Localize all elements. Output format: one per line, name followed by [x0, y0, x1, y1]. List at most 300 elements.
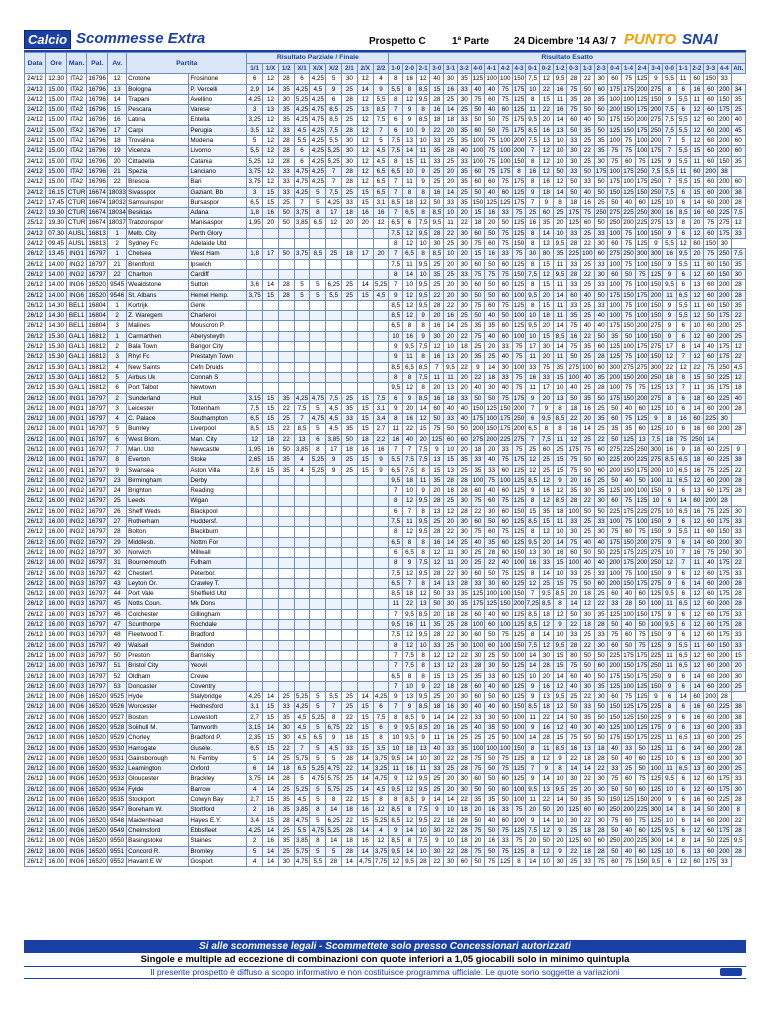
table-cell [357, 383, 373, 393]
table-cell [263, 671, 279, 681]
table-cell: 60 [498, 681, 512, 691]
table-cell [263, 352, 279, 362]
table-cell: 300 [650, 209, 662, 217]
table-cell [310, 383, 326, 393]
table-cell [342, 496, 358, 506]
table-cell: 22 [457, 218, 471, 228]
table-cell: 33 [731, 630, 745, 640]
home-team-cell: New Saints [127, 362, 189, 372]
table-cell: 7 [663, 136, 677, 146]
table-cell [278, 609, 294, 619]
table-cell: 200 [719, 816, 730, 824]
table-cell: 15.00 [46, 146, 67, 156]
table-cell: 75 [471, 331, 485, 341]
table-cell: 175 [513, 394, 525, 402]
table-cell: 8,5 [676, 208, 690, 218]
table-cell: 50 [485, 517, 499, 527]
table-cell: 60 [608, 414, 622, 424]
table-cell: 75 [512, 805, 526, 815]
table-cell [247, 331, 263, 341]
table-cell: 16804 [88, 301, 106, 309]
table-cell: 12 [403, 815, 417, 825]
home-team-cell: Port Talbot [127, 383, 189, 393]
table-cell: 9 [663, 94, 677, 104]
table-cell: 225 [623, 209, 634, 217]
table-cell [247, 537, 263, 547]
table-cell: 15 [108, 105, 127, 115]
col-pf-8: 2/2 [373, 64, 389, 74]
table-cell: 12 [731, 372, 745, 382]
table-cell: 12 [731, 342, 745, 352]
table-cell: 175 [636, 106, 648, 114]
table-cell: 15 [263, 743, 279, 753]
table-cell: 225 [705, 415, 716, 423]
table-cell: 40 [430, 743, 444, 753]
table-cell: 30 [278, 94, 294, 104]
table-cell: ING3 [67, 609, 87, 619]
table-cell [342, 352, 358, 362]
table-cell [357, 506, 373, 516]
table-cell: 150 [650, 332, 662, 340]
table-cell: 9 [326, 733, 342, 743]
table-cell: ING3 [67, 620, 87, 630]
table-cell: 26/12 [25, 362, 46, 372]
table-cell: 75 [485, 136, 499, 146]
table-cell: 25 [444, 156, 458, 166]
table-cell: 16.00 [46, 671, 67, 681]
table-cell: 8,5 [663, 455, 677, 465]
table-cell: 16 [539, 486, 553, 496]
table-cell: 5,5 [676, 259, 690, 269]
table-cell: 18 [444, 486, 458, 496]
table-cell: 150 [650, 229, 662, 237]
home-team-cell: Kortrijk [127, 300, 189, 310]
table-cell: 250 [636, 209, 648, 217]
away-team-cell: Aberystwyth [189, 331, 247, 341]
table-cell [342, 259, 358, 269]
table-cell: 14.00 [46, 280, 67, 290]
table-cell: 26/12 [25, 856, 46, 866]
table-cell [342, 609, 358, 619]
table-cell: 07.30 [46, 228, 67, 238]
table-cell: 100 [486, 415, 497, 423]
table-cell: 14 [539, 774, 553, 784]
table-cell: 225 [568, 250, 579, 258]
table-cell: 30 [457, 280, 471, 290]
table-cell: 125 [650, 785, 662, 793]
table-cell: 40 [622, 846, 636, 856]
table-cell: 33 [278, 125, 294, 135]
table-cell: 16797 [88, 621, 106, 629]
table-cell: 16 [539, 125, 553, 135]
table-cell: 22 [731, 352, 745, 362]
table-cell: 12 [539, 156, 553, 166]
home-team-cell: Scunthorpe [127, 620, 189, 630]
table-cell: 23 [108, 475, 127, 485]
table-cell: 09.45 [46, 239, 67, 249]
table-cell: 75 [635, 640, 649, 650]
snai-logo: SNAI [682, 31, 718, 48]
col-re-1: 2-0 [403, 64, 417, 74]
odds-table-body [25, 74, 746, 867]
table-row [25, 208, 746, 218]
table-cell: 33 [471, 578, 485, 588]
table-cell: 25 [457, 311, 471, 321]
table-cell: 50 [635, 620, 649, 630]
table-cell: 5,5 [326, 290, 342, 300]
table-cell [342, 342, 358, 352]
col-pf-7: 2/X [357, 64, 373, 74]
table-cell [310, 300, 326, 310]
table-cell: 16 [567, 424, 581, 434]
table-cell: 18 [108, 136, 127, 146]
table-cell: 33 [567, 136, 581, 146]
table-cell: 9 [526, 486, 540, 496]
table-cell: 60 [704, 84, 718, 94]
table-cell: 28 [457, 815, 471, 825]
table-cell [357, 527, 373, 537]
table-cell: 150 [513, 590, 525, 598]
table-cell: 28 [444, 146, 458, 156]
table-cell: 6,5 [310, 218, 326, 228]
table-cell: 175 [719, 569, 730, 577]
table-cell: 150 [513, 75, 525, 83]
table-row [25, 650, 746, 660]
table-cell: 20 [457, 352, 471, 362]
table-cell: 44 [108, 589, 127, 599]
table-cell: 6 [294, 74, 310, 84]
home-team-cell: Brescia [127, 177, 189, 187]
table-cell: 30 [457, 630, 471, 640]
table-cell: 22 [567, 620, 581, 630]
table-cell: 26/12 [25, 568, 46, 578]
table-cell [278, 311, 294, 321]
table-cell: 16797 [88, 415, 106, 423]
table-row [25, 269, 746, 279]
table-cell [373, 362, 389, 372]
table-cell: 100 [513, 312, 525, 320]
table-row [25, 609, 746, 619]
table-cell: 9 [539, 197, 553, 207]
table-cell: 9 [526, 393, 540, 403]
table-cell [278, 568, 294, 578]
table-cell: 20 [430, 609, 444, 619]
table-cell: 75 [635, 527, 649, 537]
table-cell [294, 475, 310, 485]
table-cell: 100 [500, 641, 511, 649]
table-cell: 60 [594, 578, 608, 588]
table-cell: 28 [430, 527, 444, 537]
table-cell: 13 [690, 764, 704, 774]
table-cell: ING6 [67, 856, 87, 866]
table-cell: 12 [690, 105, 704, 115]
table-cell: 9529 [108, 733, 127, 743]
table-cell: 16812 [88, 384, 106, 392]
table-cell: 22 [108, 269, 127, 279]
table-cell [247, 599, 263, 609]
table-cell: 60 [704, 795, 718, 805]
table-cell: 25 [342, 692, 358, 702]
table-cell: 200 [719, 538, 730, 546]
table-cell: 12 [690, 269, 704, 279]
table-cell: 20 [581, 784, 595, 794]
table-cell: 60 [635, 825, 649, 835]
table-cell: 6 [389, 547, 403, 557]
table-cell: 9 [663, 311, 677, 321]
table-cell: 50 [498, 733, 512, 743]
table-cell: 9 [663, 609, 677, 619]
table-cell: 100 [650, 600, 662, 608]
table-cell: 16797 [88, 579, 106, 587]
table-cell: 16520 [88, 775, 106, 783]
table-cell: 60 [704, 743, 718, 753]
table-cell: 60 [704, 455, 718, 465]
table-row [25, 692, 746, 702]
table-cell: 13 [294, 434, 310, 444]
table-cell: 8,5 [416, 84, 430, 94]
table-cell [357, 537, 373, 547]
table-cell [342, 558, 358, 568]
table-cell: 25 [342, 280, 358, 290]
table-cell: 50 [567, 352, 581, 362]
away-team-cell: Entella [189, 115, 247, 125]
away-team-cell: Crawley T. [189, 578, 247, 588]
table-cell [342, 537, 358, 547]
table-cell: 60 [498, 187, 512, 197]
table-cell [278, 671, 294, 681]
table-cell: 14 [403, 846, 417, 856]
table-cell: 10 [403, 280, 417, 290]
table-cell: 75 [622, 496, 636, 506]
table-cell: 28 [731, 578, 745, 588]
table-cell: 12 [690, 228, 704, 238]
table-cell: 100 [636, 301, 648, 309]
table-cell [278, 506, 294, 516]
table-cell: 22 [444, 825, 458, 835]
table-cell: 60 [485, 177, 499, 187]
table-cell: 50 [608, 846, 622, 856]
table-cell: 3,4 [247, 815, 263, 825]
table-cell: 175 [650, 610, 662, 618]
table-cell: 175 [636, 291, 648, 299]
table-cell: 9 [663, 578, 677, 588]
table-cell [263, 239, 279, 249]
table-cell: 15.30 [46, 342, 67, 352]
table-cell: 28 [430, 568, 444, 578]
table-cell: 28 [731, 599, 745, 609]
table-cell: 16.00 [46, 692, 67, 702]
table-cell: 7 [526, 589, 540, 599]
table-cell: 33 [594, 228, 608, 238]
table-cell: 25 [731, 331, 745, 341]
table-cell: 7,5 [403, 465, 417, 475]
table-cell: 16797 [88, 445, 106, 453]
table-cell: 3,75 [248, 291, 261, 299]
table-cell: 6 [676, 815, 690, 825]
table-cell: 8 [416, 352, 430, 362]
table-cell: 11 [416, 475, 430, 485]
table-cell: 10 [416, 239, 430, 249]
table-cell: 16797 [88, 590, 106, 598]
table-cell: 50 [608, 197, 622, 207]
table-cell: BEL1 [67, 300, 87, 310]
table-cell: 14 [357, 825, 373, 835]
table-cell: 50 [485, 125, 499, 135]
table-cell: 35 [430, 620, 444, 630]
table-cell: 26/12 [25, 290, 46, 300]
table-cell: 4 [108, 362, 127, 372]
table-cell: 16.00 [46, 620, 67, 630]
table-cell: 5 [310, 815, 326, 825]
table-cell: 7,5 [416, 372, 430, 382]
table-cell: 16520 [88, 837, 106, 845]
table-cell [263, 547, 279, 557]
table-cell: 26/12 [25, 537, 46, 547]
table-cell: ING6 [67, 692, 87, 702]
table-cell [326, 259, 342, 269]
table-cell [342, 486, 358, 496]
table-cell: 17 [357, 249, 373, 259]
table-cell: 275 [650, 579, 662, 587]
table-cell: 10 [416, 825, 430, 835]
table-cell: 5,25 [311, 765, 324, 773]
table-cell: 16.00 [46, 702, 67, 712]
table-cell: 125 [650, 157, 662, 165]
away-team-cell: Stoke [189, 455, 247, 465]
table-cell: 28 [457, 681, 471, 691]
table-cell: 75 [539, 362, 553, 372]
table-cell: 12 [263, 136, 279, 146]
table-cell: 9 [373, 455, 389, 465]
table-cell: 11 [553, 517, 567, 527]
table-cell: 28 [278, 774, 294, 784]
table-cell: 275 [719, 219, 730, 227]
table-cell: 75 [471, 846, 485, 856]
table-cell: 30 [457, 784, 471, 794]
table-cell: 100 [609, 229, 621, 237]
table-cell: 60 [690, 692, 704, 702]
table-cell: 12 [553, 723, 567, 733]
table-cell: 35 [581, 342, 595, 352]
table-cell: 16796 [88, 137, 106, 145]
table-cell: 5 [310, 784, 326, 794]
table-cell: 16.00 [46, 434, 67, 444]
table-cell: 28 [594, 753, 608, 763]
table-cell: 7 [676, 558, 690, 568]
table-cell: 7,5 [373, 115, 389, 125]
table-cell: 16812 [88, 373, 106, 381]
table-cell: 26/12 [25, 424, 46, 434]
table-cell: 10 [403, 125, 417, 135]
table-cell: 7 [389, 609, 403, 619]
table-cell [263, 537, 279, 547]
table-cell: 175 [609, 734, 621, 742]
table-cell [263, 259, 279, 269]
table-cell [247, 547, 263, 557]
table-cell [326, 589, 342, 599]
table-cell: 25 [731, 321, 745, 331]
table-cell: 16.00 [46, 681, 67, 691]
table-cell [294, 228, 310, 238]
table-cell: 33 [731, 774, 745, 784]
table-cell: 20 [553, 836, 567, 846]
table-cell: 14 [690, 805, 704, 815]
table-cell: 25 [342, 702, 358, 712]
table-cell [342, 372, 358, 382]
table-cell: 8,5 [553, 589, 567, 599]
table-cell: 5,25 [374, 281, 388, 289]
table-cell: 6,5 [676, 506, 690, 516]
table-cell: 7,5 [373, 712, 389, 722]
table-cell: 50 [430, 414, 444, 424]
table-cell: 35 [457, 599, 471, 609]
table-cell: ING3 [67, 650, 87, 660]
table-cell: 11 [444, 547, 458, 557]
table-cell: 125 [513, 322, 525, 330]
table-cell: 25 [342, 290, 358, 300]
table-cell: 75 [622, 352, 636, 362]
table-cell: BEL1 [67, 311, 87, 321]
table-row [25, 259, 746, 269]
table-cell: 8 [676, 342, 690, 352]
table-cell: 50 [594, 506, 608, 516]
table-cell: 60 [471, 486, 485, 496]
table-cell: 18 [403, 589, 417, 599]
table-cell: 18 [457, 342, 471, 352]
table-cell: 12 [444, 650, 458, 660]
table-cell: 22 [581, 239, 595, 249]
table-cell: 10 [526, 331, 540, 341]
table-cell: 100 [623, 610, 634, 618]
home-team-cell: Leamington [127, 764, 189, 774]
table-cell: 60 [704, 280, 718, 290]
table-cell: 12 [526, 455, 540, 465]
table-cell: 22 [444, 630, 458, 640]
table-cell: 75 [608, 815, 622, 825]
table-cell [247, 671, 263, 681]
table-cell [310, 269, 326, 279]
table-cell: 35 [278, 465, 294, 475]
table-cell: 22 [731, 465, 745, 475]
table-cell [263, 486, 279, 496]
table-cell: 75 [608, 774, 622, 784]
table-cell: 60 [471, 517, 485, 527]
table-cell: 30 [485, 661, 499, 671]
table-cell: 12 [690, 136, 704, 146]
table-cell: 14 [357, 764, 373, 774]
table-cell: 26/12 [25, 506, 46, 516]
table-cell: 22 [444, 753, 458, 763]
table-cell [342, 228, 358, 238]
table-cell: 20 [567, 475, 581, 485]
table-cell [310, 311, 326, 321]
table-cell: 5,5 [373, 94, 389, 104]
table-cell: 7,5 [649, 434, 663, 444]
table-row [25, 774, 746, 784]
table-cell: 11 [539, 743, 553, 753]
table-cell: 20 [357, 218, 373, 228]
table-cell: 200 [719, 137, 730, 145]
table-cell: 11 [690, 259, 704, 269]
table-row [25, 558, 746, 568]
table-cell: 35 [278, 84, 294, 94]
away-team-cell: Sutton [189, 280, 247, 290]
table-row [25, 94, 746, 104]
table-cell: 14 [690, 671, 704, 681]
table-cell: 4,25 [311, 126, 324, 134]
table-cell: 3,85 [327, 435, 340, 443]
table-cell: 125 [636, 415, 648, 423]
